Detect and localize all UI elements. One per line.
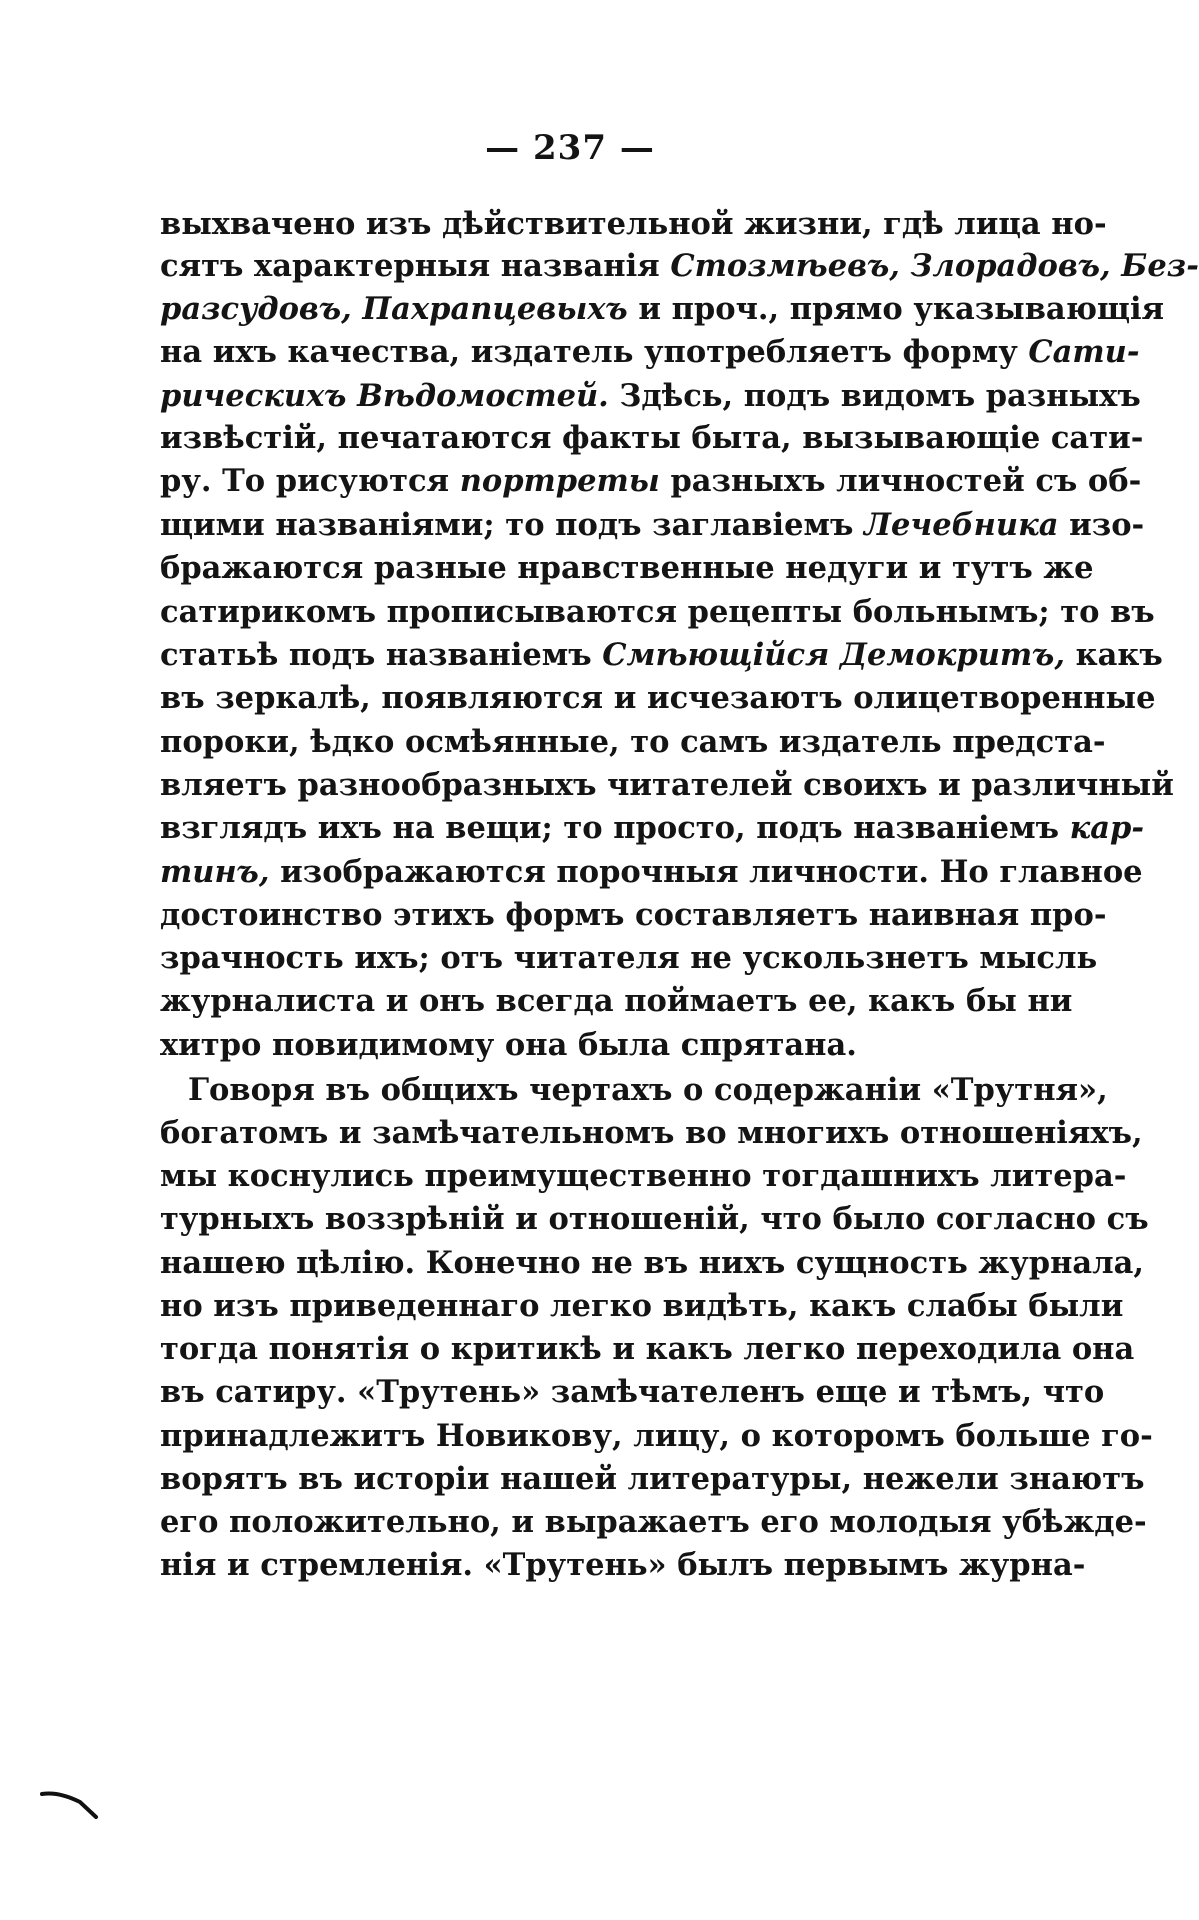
text-line: разсудовъ, Пахрапцевыхъ и проч., прямо указывающія [160,291,1165,327]
text-line: ворятъ въ исторіи нашей литературы, нежели знаютъ [160,1461,1145,1497]
text-line: взглядъ ихъ на вещи; то просто, подъ названіемъ кар- [160,810,1144,846]
text-line: вляетъ разнообразныхъ читателей своихъ и различный [160,767,1174,803]
text-line: рическихъ Вѣдомостей. Здѣсь, подъ видомъ разныхъ [160,378,1141,414]
italic-title: Смѣющійся Демокритъ, [602,637,1065,673]
text-line: но изъ приведеннаго легко видѣть, какъ слабы были [160,1288,1124,1324]
text-line: въ сатиру. «Трутень» замѣчателенъ еще и тѣмъ, что [160,1374,1105,1410]
italic-title: Лечебника [864,507,1059,543]
text-line: статьѣ подъ названіемъ Смѣющійся Демокритъ, какъ [160,637,1163,673]
text-line: принадлежитъ Новикову, лицу, о которомъ больше го- [160,1418,1153,1454]
text-line: нія и стремленія. «Трутень» былъ первымъ журна- [160,1547,1086,1583]
text-line: его положительно, и выражаетъ его молодыя убѣжде- [160,1504,1147,1540]
italic-title: Сати- [1028,334,1140,370]
italic-title: портреты [459,463,660,499]
text-line: щими названіями; то подъ заглавіемъ Лечебника изо- [160,507,1145,543]
italic-title: Стозмѣевъ, Злорадовъ, Без- [670,248,1199,284]
page-number: — 237 — [485,128,655,168]
text-line: хитро повидимому она была спрятана. [160,1027,857,1063]
text-line: извѣстій, печатаются факты быта, вызывающіе сати- [160,420,1144,456]
italic-title: рическихъ Вѣдомостей. [160,378,609,414]
text-line: Говоря въ общихъ чертахъ о содержаніи «Трутня», [188,1072,1108,1108]
text-line: богатомъ и замѣчательномъ во многихъ отношеніяхъ, [160,1115,1143,1151]
text-line: турныхъ воззрѣній и отношеній, что было согласно съ [160,1201,1149,1237]
text-line: мы коснулись преимущественно тогдашнихъ литера- [160,1158,1127,1194]
text-line: тогда понятія о критикѣ и какъ легко переходила она [160,1331,1135,1367]
text-line: зрачность ихъ; отъ читателя не ускользнетъ мысль [160,940,1098,976]
text-line: сатирикомъ прописываются рецепты больнымъ; то въ [160,594,1155,630]
text-line: ру. То рисуются портреты разныхъ личностей съ об- [160,463,1142,499]
text-line: журналиста и онъ всегда поймаетъ ее, какъ бы ни [160,983,1073,1019]
text-line: тинъ, изображаются порочныя личности. Но главное [160,854,1143,890]
text-line: нашею цѣлію. Конечно не въ нихъ сущность журнала, [160,1245,1145,1281]
text-line: въ зеркалѣ, появляются и исчезаютъ олицетворенные [160,680,1156,716]
italic-title: кар- [1069,810,1144,846]
text-line: выхвачено изъ дѣйствительной жизни, гдѣ лица но- [160,206,1107,242]
text-line: пороки, ѣдко осмѣянные, то самъ издатель предста- [160,724,1106,760]
text-line: достоинство этихъ формъ составляетъ наивная про- [160,897,1107,933]
italic-title: тинъ, [160,854,270,890]
scan-mark-icon [40,1790,102,1820]
italic-title: разсудовъ, Пахрапцевыхъ [160,291,628,327]
text-line: на ихъ качества, издатель употребляетъ форму Сати- [160,334,1140,370]
text-line: сятъ характерныя названія Стозмѣевъ, Злорадовъ, Без- [160,248,1199,284]
text-line: бражаются разные нравственные недуги и тутъ же [160,550,1094,586]
